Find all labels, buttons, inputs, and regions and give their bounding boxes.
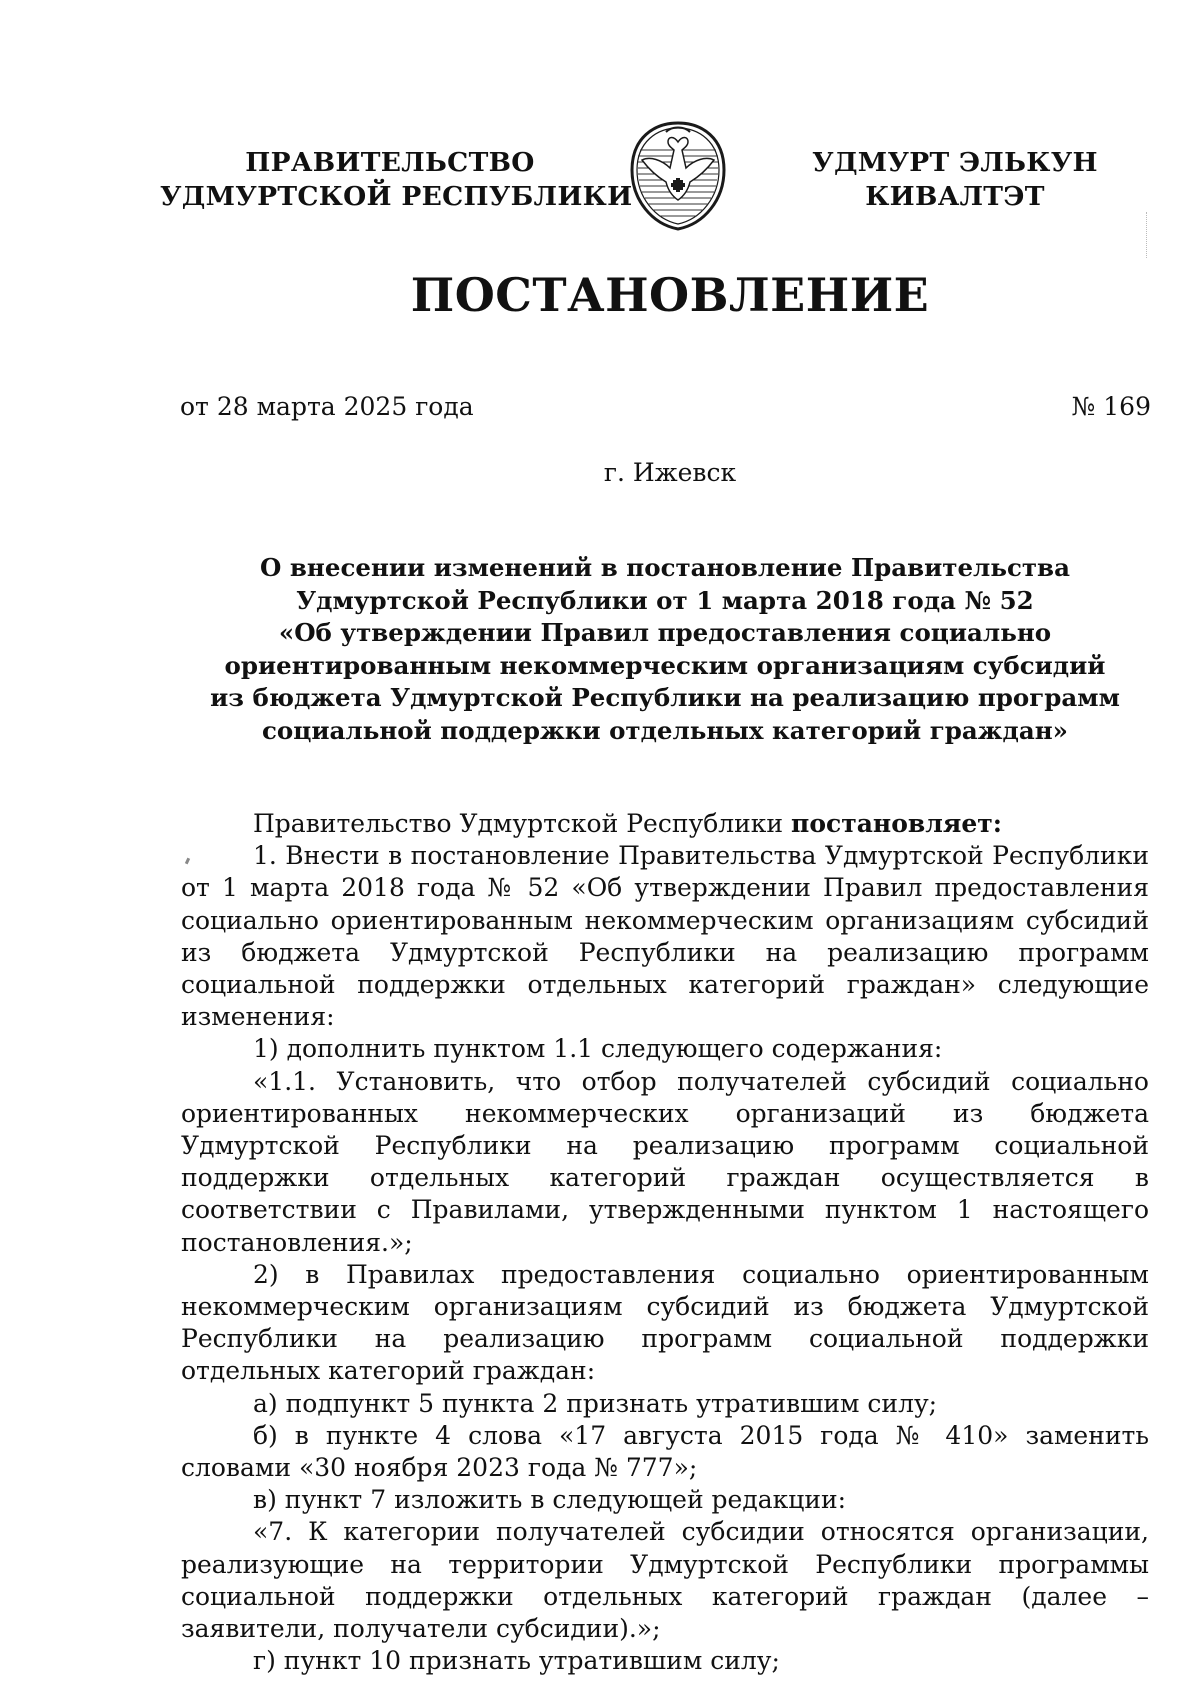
header-left-line2: УДМУРТСКОЙ РЕСПУБЛИКИ bbox=[160, 181, 633, 212]
body-paragraph: б) в пункте 4 слова «17 августа 2015 года № 410» заменить словами «30 ноября 2023 года № 777»; bbox=[181, 1420, 1149, 1483]
body-paragraph: 1. Внести в постановление Правительства Удмуртской Республики от 1 марта 2018 года № 52 «Об утверждении Правил предоставления социально ориентированным некоммерческим организациям субсидий из бюджета Удмуртской Республики на реализацию программ социальной поддержки отдельных категорий граждан» следующие изменения: bbox=[181, 841, 1149, 1032]
title-line: О внесении изменений в постановление Правительства bbox=[260, 553, 1070, 582]
title-line: из бюджета Удмуртской Республики на реализацию программ bbox=[210, 683, 1120, 712]
header-government-russian bbox=[160, 146, 633, 214]
header-right-line2: КИВАЛТЭТ bbox=[865, 181, 1045, 212]
header-right-line1: УДМУРТ ЭЛЬКУН bbox=[812, 147, 1098, 178]
udmurt-coat-of-arms-icon bbox=[628, 120, 728, 232]
document-city: г. Ижевск bbox=[603, 458, 737, 487]
body-intro-paragraph bbox=[181, 808, 1149, 840]
body-paragraph: а) подпункт 5 пункта 2 признать утратившим силу; bbox=[253, 1388, 938, 1418]
body-paragraph: в) пункт 7 изложить в следующей редакции: bbox=[253, 1485, 847, 1515]
document-title bbox=[180, 552, 1150, 747]
body-paragraph: 2) в Правилах предоставления социально ориентированным некоммерческим организациям субсидий из бюджета Удмуртской Республики на реализацию программ социальной поддержки отдельных категорий граждан: bbox=[181, 1259, 1149, 1386]
intro-text: Правительство Удмуртской Республики bbox=[253, 809, 792, 838]
header-government-udmurt bbox=[800, 146, 1110, 214]
title-line: социальной поддержки отдельных категорий граждан» bbox=[262, 715, 1068, 745]
body-paragraph: «1.1. Установить, что отбор получателей субсидий социально ориентированных некоммерческих организаций из бюджета Удмуртской Республики на реализацию программ социальной поддержки отдельных категорий граждан осуществляется в соответствии с Правилами, утвержденными пунктом 1 настоящего постановления.»; bbox=[181, 1066, 1149, 1257]
scan-artifact bbox=[1146, 212, 1149, 258]
header-left-line1: ПРАВИТЕЛЬСТВО bbox=[245, 147, 535, 178]
title-line: ориентированным некоммерческим организациям субсидий bbox=[224, 650, 1106, 680]
document-type-heading: ПОСТАНОВЛЕНИЕ bbox=[410, 268, 930, 322]
title-line: «Об утверждении Правил предоставления социально bbox=[278, 618, 1052, 647]
document-number: № 169 bbox=[1071, 392, 1151, 421]
body-paragraph: г) пункт 10 признать утратившим силу; bbox=[253, 1646, 780, 1676]
intro-resolves: постановляет: bbox=[791, 809, 1002, 838]
body-paragraph: 1) дополнить пунктом 1.1 следующего содержания: bbox=[253, 1034, 943, 1064]
body-paragraph: «7. К категории получателей субсидии относятся организации, реализующие на территории Удмуртской Республики программы социальной поддержки отдельных категорий граждан (далее – заявители, получатели субсидии).»; bbox=[181, 1517, 1149, 1644]
document-date: от 28 марта 2025 года bbox=[180, 392, 474, 421]
title-line: Удмуртской Республики от 1 марта 2018 года № 52 bbox=[296, 585, 1034, 615]
document-body bbox=[181, 808, 1149, 1677]
